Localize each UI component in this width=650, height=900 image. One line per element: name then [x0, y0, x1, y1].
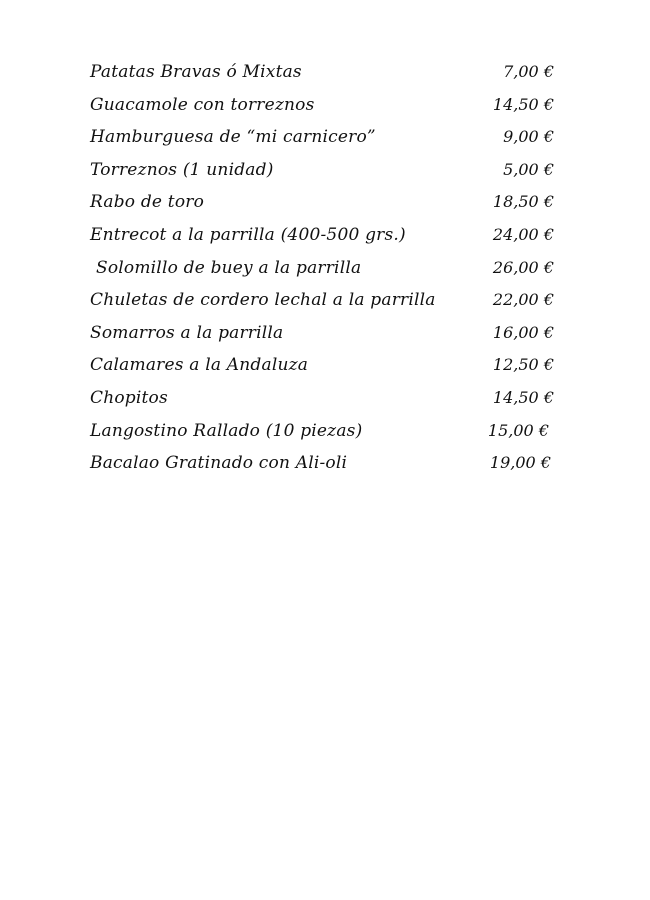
dish-price: 26,00 €: [492, 257, 554, 277]
dish-price: 14,50 €: [492, 94, 554, 114]
dish-name: Hamburguesa de “mi carnicero”: [90, 127, 376, 148]
menu-item: [0, 284, 650, 317]
dish-name: Chopitos: [90, 387, 168, 408]
dish-name: Bacalao Gratinado con Ali-oli: [90, 453, 348, 474]
dish-price: 22,00 €: [492, 290, 554, 310]
dish-name: Rabo de toro: [90, 192, 205, 213]
dish-price: 15,00 €: [487, 420, 549, 440]
dish-name: Somarros a la parrilla: [90, 322, 284, 343]
dish-name: Chuletas de cordero lechal a la parrilla: [90, 290, 436, 311]
dish-price: 12,50 €: [492, 355, 554, 375]
dish-name: Solomillo de buey a la parrilla: [96, 257, 362, 278]
dish-price: 7,00 €: [503, 62, 554, 81]
dish-price: 24,00 €: [492, 224, 554, 244]
dish-price: 9,00 €: [503, 127, 554, 147]
menu-item: [0, 349, 650, 382]
menu-item: [0, 415, 650, 448]
menu-item: [0, 219, 650, 252]
menu-item: [0, 252, 650, 285]
menu-item: [0, 186, 650, 219]
dish-name: Calamares a la Andaluza: [90, 355, 309, 376]
menu-item: [0, 121, 650, 154]
menu-item: [0, 56, 650, 89]
dish-price: 14,50 €: [492, 387, 554, 407]
dish-name: Guacamole con torreznos: [90, 94, 315, 115]
dish-price: 18,50 €: [492, 192, 554, 212]
menu-item: [0, 317, 650, 350]
dish-name: Langostino Rallado (10 piezas): [90, 420, 363, 441]
dish-price: 19,00 €: [489, 453, 551, 473]
menu-item: [0, 447, 650, 480]
menu-list: [0, 56, 650, 480]
dish-price: 5,00 €: [503, 159, 554, 179]
dish-name: Entrecot a la parrilla (400-500 grs.): [90, 224, 406, 245]
menu-item: [0, 382, 650, 415]
menu-item: [0, 89, 650, 122]
dish-name: Torreznos (1 unidad): [90, 159, 274, 180]
menu-item: [0, 154, 650, 187]
dish-name: Patatas Bravas ó Mixtas: [90, 62, 302, 82]
dish-price: 16,00 €: [492, 322, 554, 342]
